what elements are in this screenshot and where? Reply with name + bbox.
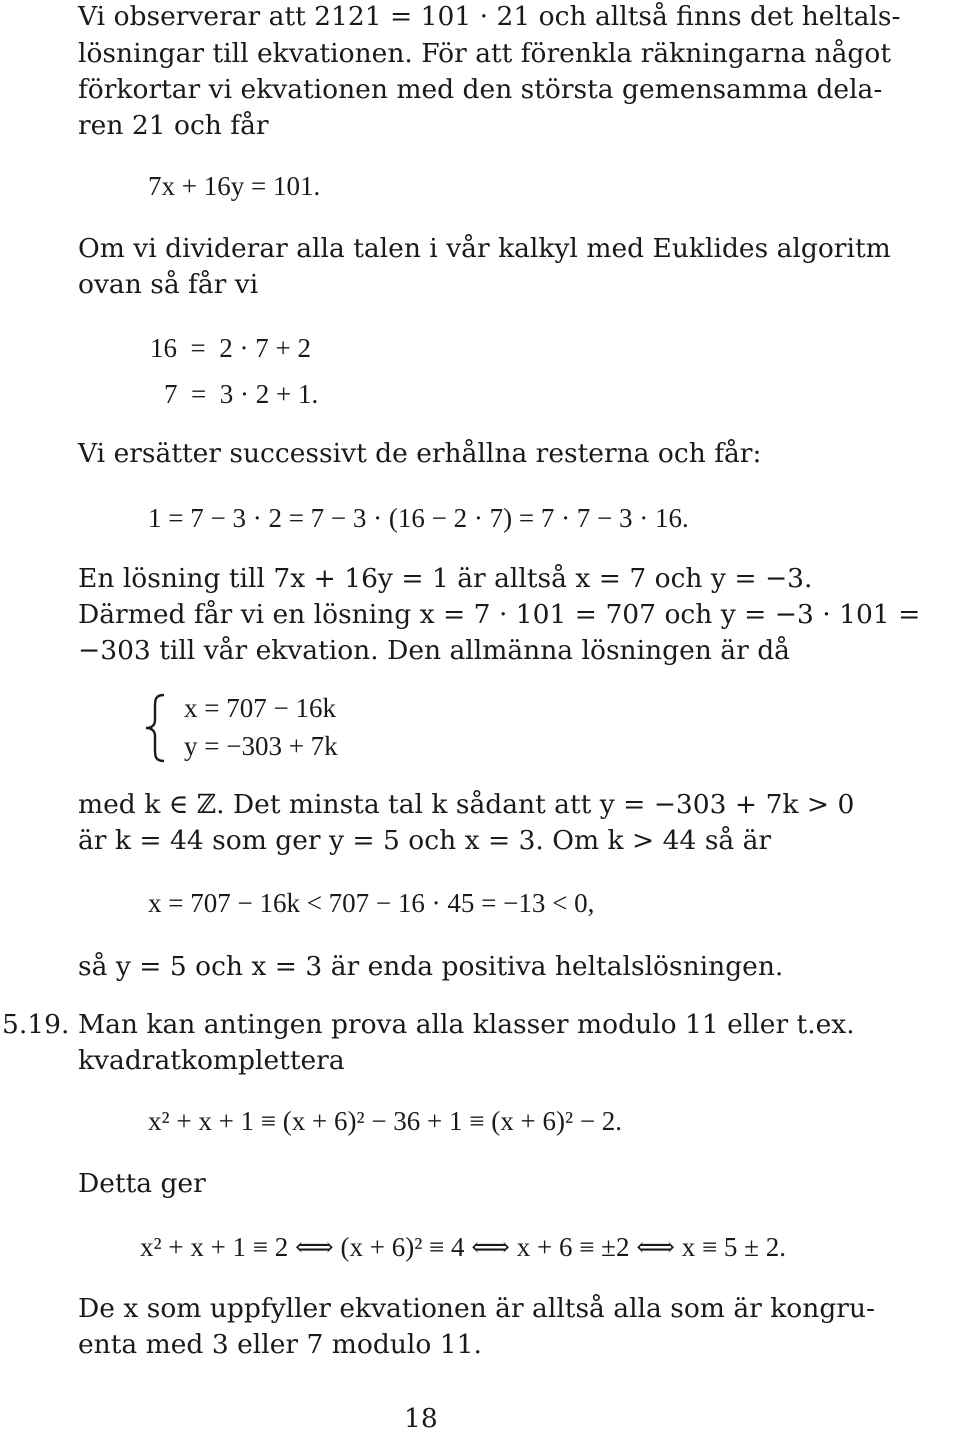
paragraph-line: med k ∈ ℤ. Det minsta tal k sådant att y = −303 + 7k > 0 <box>78 789 855 820</box>
system-equation: x = 707 − 16k <box>184 693 336 723</box>
euclid-step: 16 = 2 · 7 + 2 <box>150 333 311 363</box>
page-number: 18 <box>404 1403 438 1434</box>
paragraph-line: enta med 3 eller 7 modulo 11. <box>78 1329 482 1360</box>
paragraph-line: så y = 5 och x = 3 är enda positiva heltalslösningen. <box>78 951 784 982</box>
left-brace-icon <box>142 693 170 763</box>
display-equation: 1 = 7 − 3 · 2 = 7 − 3 · (16 − 2 · 7) = 7 · 7 − 3 · 16. <box>148 503 689 533</box>
display-equation: x = 707 − 16k < 707 − 16 · 45 = −13 < 0, <box>148 888 595 918</box>
paragraph-line: Detta ger <box>78 1168 206 1199</box>
display-equation: x² + x + 1 ≡ 2 ⟺ (x + 6)² ≡ 4 ⟺ x + 6 ≡ ±2 ⟺ x ≡ 5 ± 2. <box>140 1232 786 1262</box>
paragraph-line: De x som uppfyller ekvationen är alltså alla som är kongru- <box>78 1293 875 1324</box>
paragraph-line: Vi ersätter successivt de erhållna resterna och får: <box>78 438 762 469</box>
paragraph-line: ovan så får vi <box>78 269 259 300</box>
paragraph-line: Om vi dividerar alla talen i vår kalkyl med Euklides algoritm <box>78 233 891 264</box>
paragraph-line: En lösning till 7x + 16y = 1 är alltså x = 7 och y = −3. <box>78 563 813 594</box>
display-equation: x² + x + 1 ≡ (x + 6)² − 36 + 1 ≡ (x + 6)² − 2. <box>148 1106 623 1136</box>
paragraph-line: ren 21 och får <box>78 110 269 141</box>
paragraph-line: −303 till vår ekvation. Den allmänna lösningen är då <box>78 635 790 666</box>
paragraph-line: Man kan antingen prova alla klasser modulo 11 eller t.ex. <box>78 1009 855 1040</box>
paragraph-line: Därmed får vi en lösning x = 7 · 101 = 707 och y = −3 · 101 = <box>78 599 921 630</box>
paragraph-line: Vi observerar att 2121 = 101 · 21 och alltså finns det heltals- <box>78 1 901 32</box>
paragraph-line: förkortar vi ekvationen med den största gemensamma dela- <box>78 74 883 105</box>
paragraph-line: kvadratkomplettera <box>78 1045 345 1076</box>
paragraph-line: är k = 44 som ger y = 5 och x = 3. Om k > 44 så är <box>78 825 772 856</box>
euclid-step: 7 = 3 · 2 + 1. <box>164 379 319 409</box>
display-equation: 7x + 16y = 101. <box>148 171 321 201</box>
paragraph-line: lösningar till ekvationen. För att förenkla räkningarna något <box>78 38 891 69</box>
exercise-number: 5.19. <box>2 1009 70 1040</box>
system-equation: y = −303 + 7k <box>184 731 338 761</box>
